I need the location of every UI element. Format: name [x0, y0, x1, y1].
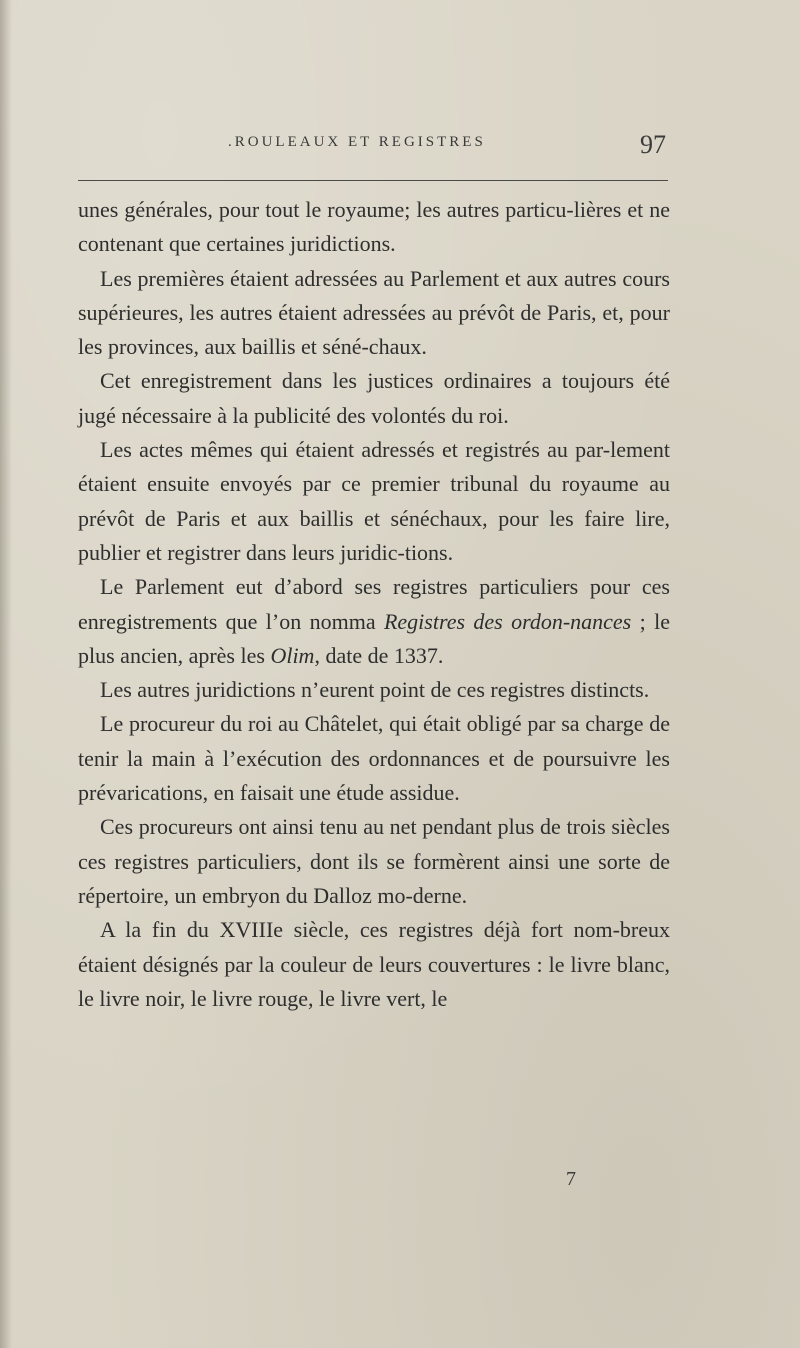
text-segment: Les premières étaient adressées au Parlement et aux autres cours supérieures, les autres étaient adressées au prévôt de Paris, et, pour les provinces, aux baillis et séné-chaux. [78, 265, 670, 360]
italic-text: Registres des ordon-nances [383, 608, 632, 634]
text-segment: Le procureur du roi au Châtelet, qui était obligé par sa charge de tenir la main à l’exécution des ordonnances et de poursuivre les prévarications, en faisait une étude assidue. [78, 711, 670, 806]
text-segment: Les autres juridictions n’eurent point de ces registres distincts. [100, 677, 650, 703]
paragraph [78, 707, 670, 810]
body-text [78, 193, 670, 1016]
paragraph [78, 193, 670, 262]
paragraph [78, 673, 670, 707]
paragraph [78, 262, 670, 365]
text-segment: Le Parlement eut d’abord ses registres particuliers pour ces enregistrements que l’on nomma [78, 574, 670, 634]
text-segment: Ces procureurs ont ainsi tenu au net pendant plus de trois siècles ces registres particuliers, dont ils se formèrent ainsi une sorte de répertoire, un embryon du Dalloz mo-derne. [78, 814, 670, 908]
paragraph [78, 913, 670, 1016]
running-title: .ROULEAUX ET REGISTRES [228, 134, 486, 150]
text-segment: A la fin du XVIIIe siècle, ces registres déjà fort nom-breux étaient désignés par la couleur de leurs couvertures : le livre blanc, le livre noir, le livre rouge, le livre vert, le [78, 917, 670, 1011]
page-number: 97 [640, 130, 666, 159]
text-segment: Cet enregistrement dans les justices ordinaires a toujours été jugé nécessaire à la publicité des volontés du roi. [78, 368, 670, 428]
paragraph [78, 570, 670, 673]
paragraph [78, 810, 670, 913]
text-segment: unes générales, pour tout le royaume; les autres particu-lières et ne contenant que certaines juridictions. [78, 197, 670, 257]
text-segment: Les actes mêmes qui étaient adressés et registrés au par-lement étaient ensuite envoyés par ce premier tribunal du royaume au prévôt de Paris et aux baillis et sénéchaux, pour les faire lire, publier et registrer dans leurs juridic-tions. [78, 437, 670, 565]
signature-mark: 7 [566, 1168, 576, 1190]
italic-text: Olim [270, 642, 315, 668]
running-head [78, 132, 668, 162]
paragraph [78, 364, 670, 433]
text-segment: ; le plus ancien, après les [78, 608, 670, 668]
page-binding-shadow [0, 0, 12, 1348]
paragraph [78, 433, 670, 570]
header-rule [78, 180, 668, 181]
text-segment: , date de 1337. [314, 642, 444, 668]
